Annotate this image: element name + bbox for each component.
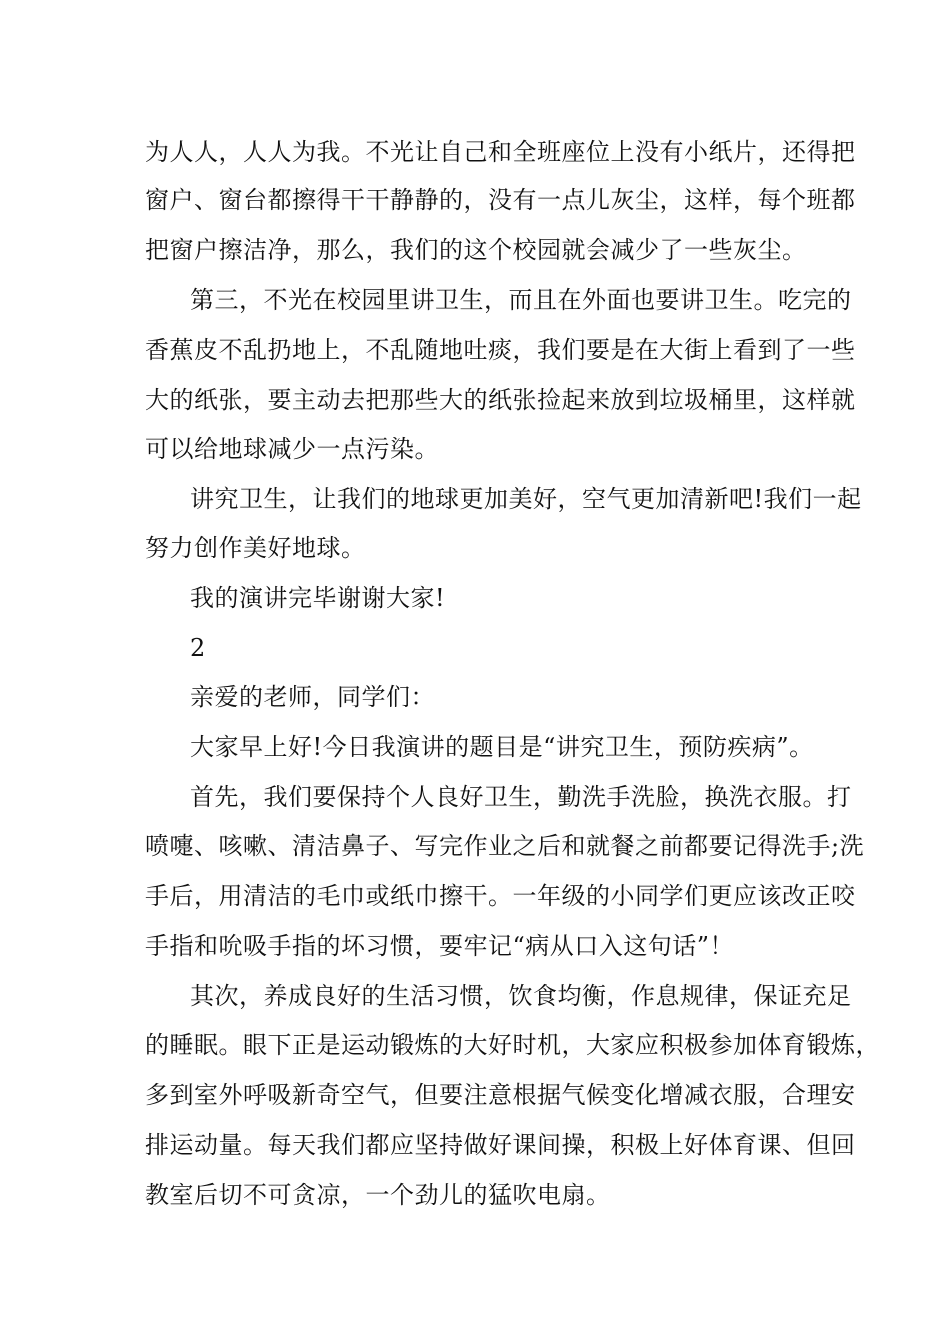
salutation: 亲爱的老师，同学们： [190,683,435,711]
text-line: 讲究卫生，让我们的地球更加美好，空气更加清新吧!我们一起 [190,485,862,513]
text-line: 努力创作美好地球。 [145,534,366,562]
text-line: 大的纸张，要主动去把那些大的纸张捡起来放到垃圾桶里，这样就 [145,386,856,414]
text-line: 我的演讲完毕谢谢大家! [190,584,446,612]
section-number: 2 [190,634,206,662]
text-line: 窗户、窗台都擦得干干静静的，没有一点儿灰尘，这样，每个班都 [145,186,856,214]
text-line: 喷嚏、咳嗽、清洁鼻子、写完作业之后和就餐之前都要记得洗手;洗 [145,832,865,860]
text-line: 手后，用清洁的毛巾或纸巾擦干。一年级的小同学们更应该改正咬 [145,882,856,910]
text-line: 的睡眠。眼下正是运动锻炼的大好时机，大家应积极参加体育锻炼， [145,1031,880,1059]
text-line: 教室后切不可贪凉，一个劲儿的猛吹电扇。 [145,1181,611,1209]
text-line: 手指和吮吸手指的坏习惯，要牢记“病从口入这句话”！ [145,932,735,960]
text-line: 大家早上好!今日我演讲的题目是“讲究卫生，预防疾病”。 [190,733,814,761]
text-line: 多到室外呼吸新奇空气，但要注意根据气候变化增减衣服，合理安 [145,1081,856,1109]
text-line: 首先，我们要保持个人良好卫生，勤洗手洗脸，换洗衣服。打 [190,783,852,811]
text-line: 排运动量。每天我们都应坚持做好课间操，积极上好体育课、但回 [145,1131,856,1159]
text-line: 为人人，人人为我。不光让自己和全班座位上没有小纸片，还得把 [145,138,856,166]
text-line: 其次，养成良好的生活习惯，饮食均衡，作息规律，保证充足 [190,982,852,1010]
text-line: 把窗户擦洁净，那么，我们的这个校园就会减少了一些灰尘。 [145,236,807,264]
text-line: 第三，不光在校园里讲卫生，而且在外面也要讲卫生。吃完的 [190,286,852,314]
text-line: 香蕉皮不乱扔地上，不乱随地吐痰，我们要是在大街上看到了一些 [145,336,856,364]
text-line: 可以给地球减少一点污染。 [145,435,439,463]
